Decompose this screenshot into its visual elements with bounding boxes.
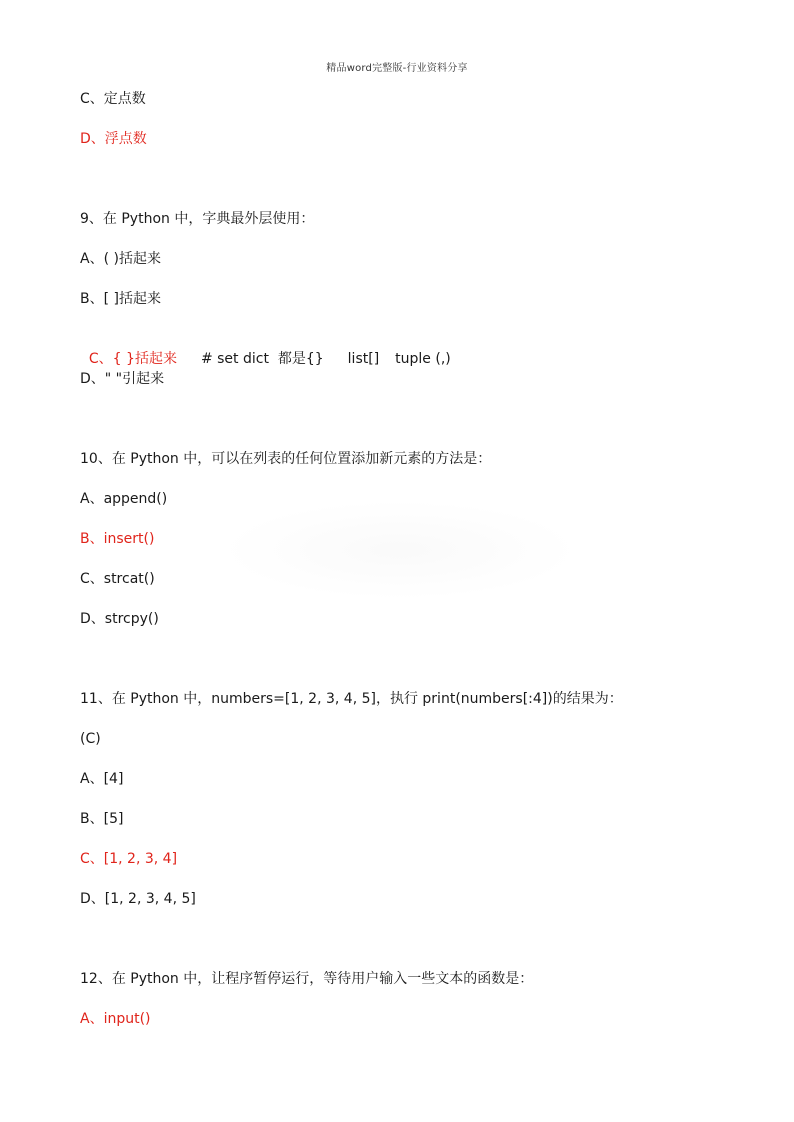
q11-answer-marker: (C) xyxy=(80,731,101,747)
q10-option-b-answer: B、insert() xyxy=(80,531,155,547)
q9-question: 9、在 Python 中，字典最外层使用： xyxy=(80,211,315,227)
q8-option-d-answer: D、浮点数 xyxy=(80,131,147,147)
q9-note-set-dict: # set dict 都是{} xyxy=(200,351,324,367)
q9-note-list: list[] xyxy=(347,351,380,367)
q11-option-c-answer: C、[1, 2, 3, 4] xyxy=(80,851,178,867)
q11-option-d: D、[1, 2, 3, 4, 5] xyxy=(80,891,196,907)
q9-option-c-row xyxy=(80,329,451,369)
q9-note-tuple: tuple (,) xyxy=(395,351,451,367)
q12-option-a-answer: A、input() xyxy=(80,1011,151,1027)
q12-question: 12、在 Python 中，让程序暂停运行，等待用户输入一些文本的函数是： xyxy=(80,971,534,987)
q8-option-c: C、定点数 xyxy=(80,91,146,107)
q11-option-a: A、[4] xyxy=(80,771,124,787)
q10-question: 10、在 Python 中，可以在列表的任何位置添加新元素的方法是： xyxy=(80,451,492,467)
q9-option-a: A、( )括起来 xyxy=(80,251,161,267)
page-header: 精品word完整版-行业资料分享 xyxy=(326,63,468,74)
q11-option-b: B、[5] xyxy=(80,811,124,827)
q11-question: 11、在 Python 中，numbers=[1, 2, 3, 4, 5]，执行 print(numbers[:4])的结果为： xyxy=(80,691,623,707)
scan-smudge xyxy=(220,500,580,600)
q9-option-d: D、" "引起来 xyxy=(80,371,165,387)
q10-option-c: C、strcat() xyxy=(80,571,155,587)
q10-option-d: D、strcpy() xyxy=(80,611,159,627)
q9-option-c-answer: C、{ }括起来 xyxy=(88,351,177,367)
q10-option-a: A、append() xyxy=(80,491,168,507)
q9-option-b: B、[ ]括起来 xyxy=(80,291,161,307)
